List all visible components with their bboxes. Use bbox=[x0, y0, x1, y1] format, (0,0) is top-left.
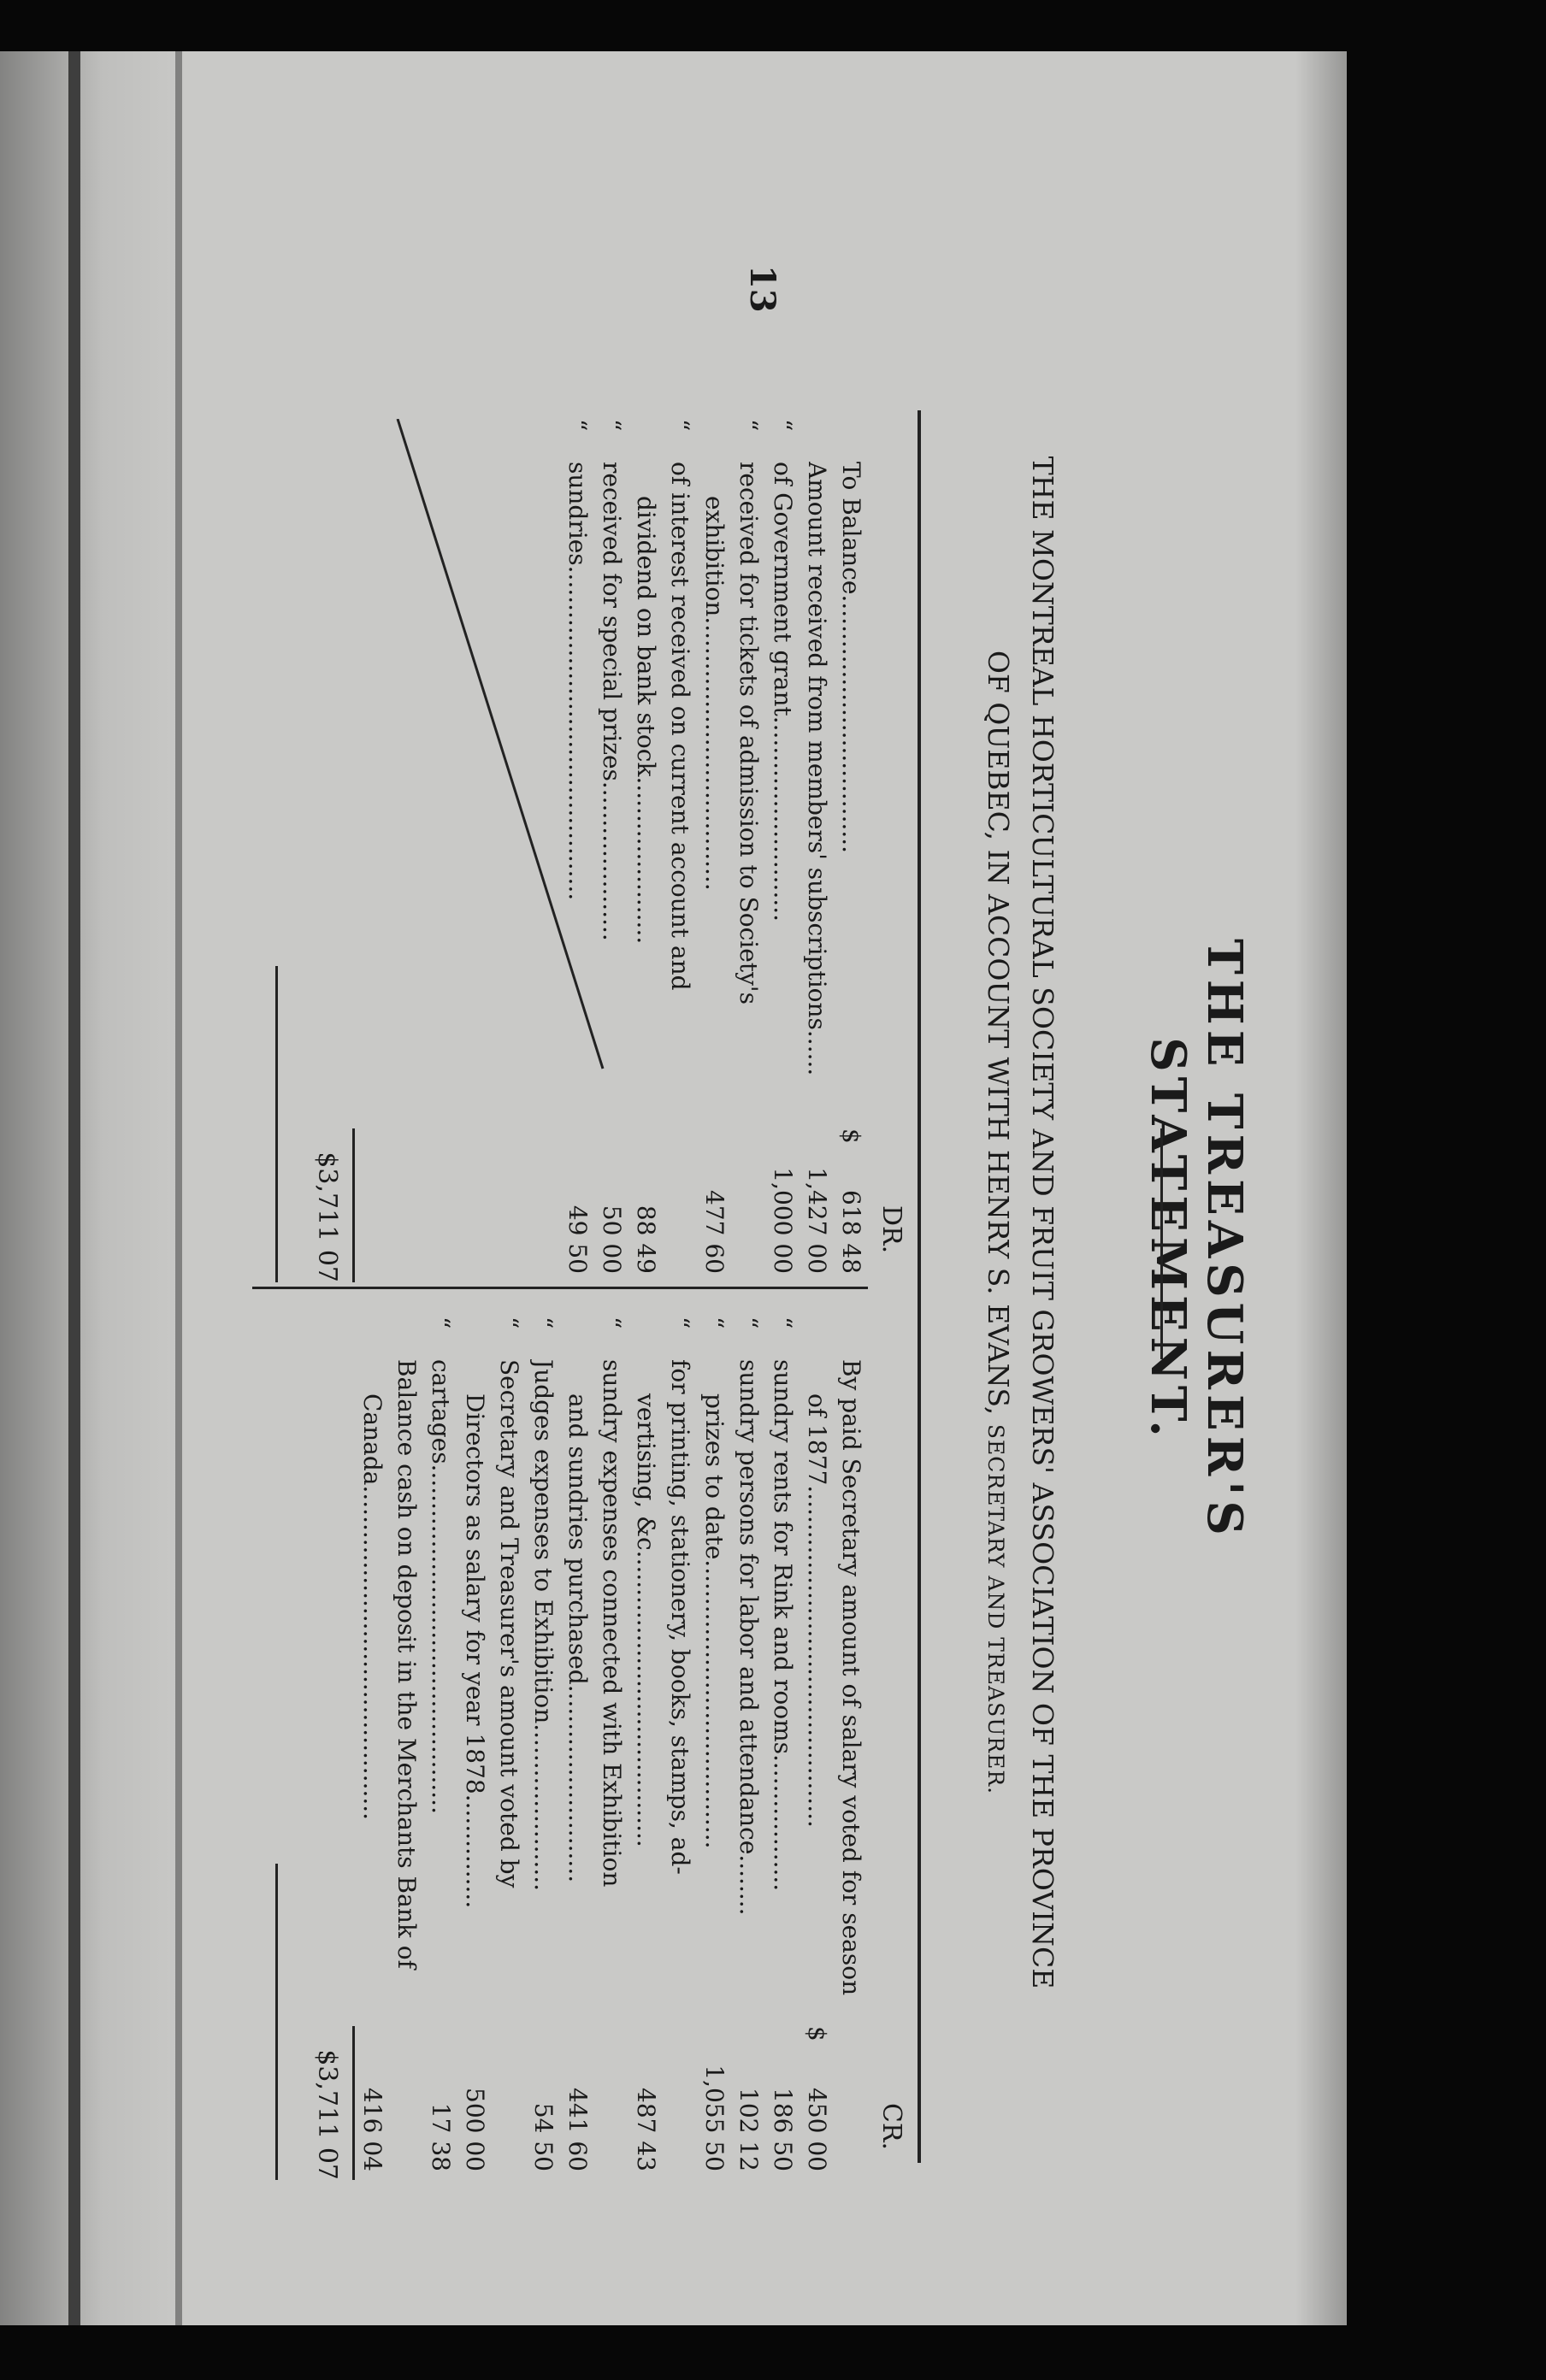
debit-row bbox=[731, 419, 765, 1274]
dollar-sign bbox=[697, 1128, 731, 1154]
entry-amount: 88 49 bbox=[632, 1205, 660, 1274]
ditto-mark: “ bbox=[735, 419, 763, 432]
entry-text: vertising, &c....................................... bbox=[632, 1393, 660, 1847]
entry-text: Balance cash on deposit in the Merchants Bank of bbox=[392, 1359, 421, 1969]
entry-text: Amount received from members' subscriptions...... bbox=[803, 462, 831, 1076]
entry-text: received for tickets of admission to Society's bbox=[735, 462, 763, 1004]
ditto-mark bbox=[834, 1317, 868, 1359]
entry-amount: 50 00 bbox=[598, 1205, 626, 1274]
credit-row bbox=[355, 1317, 389, 2171]
entry-amount: 1,055 50 bbox=[700, 2065, 729, 2171]
entry-text: Secretary and Treasurer's amount voted by bbox=[495, 1359, 523, 1888]
statement-title: THE TREASURER'S STATEMENT. bbox=[1140, 939, 1253, 1541]
dollar-sign: $ bbox=[837, 1128, 865, 1144]
credit-row bbox=[628, 1317, 663, 2171]
credit-column bbox=[355, 1317, 868, 2171]
entry-text: By paid Secretary amount of salary voted for season bbox=[837, 1359, 865, 1996]
entry-amount: 450 00 bbox=[803, 2088, 831, 2171]
debit-row bbox=[697, 419, 731, 1274]
title-rule bbox=[1160, 1128, 1163, 1359]
ditto-mark bbox=[389, 1317, 423, 1359]
entry-text: for printing, stationery, books, stamps, ad- bbox=[666, 1359, 694, 1875]
entry-text: of Government grant........................... bbox=[769, 462, 797, 922]
entry-amount: 1,427 00 bbox=[803, 1167, 831, 1274]
heading-line-2-main: OF QUEBEC, IN ACCOUNT WITH HENRY S. EVANS, bbox=[982, 650, 1015, 1416]
entry-text: sundry persons for labor and attendance........ bbox=[735, 1359, 763, 1916]
ditto-mark bbox=[628, 419, 663, 462]
debit-row bbox=[834, 419, 868, 1274]
entry-text: sundries............................................ bbox=[564, 462, 592, 901]
ditto-mark: “ bbox=[769, 419, 797, 432]
dollar-sign bbox=[628, 1128, 663, 1154]
credit-row bbox=[526, 1317, 560, 2171]
dollar-sign bbox=[526, 2026, 560, 2052]
ditto-mark: “ bbox=[529, 1317, 558, 1329]
ditto-mark: “ bbox=[598, 419, 626, 432]
ditto-mark: “ bbox=[666, 419, 694, 432]
dollar-sign bbox=[355, 2026, 389, 2052]
debit-row bbox=[663, 419, 697, 1274]
entry-text: received for special prizes..................... bbox=[598, 462, 626, 941]
ditto-mark bbox=[628, 1317, 663, 1359]
entry-amount: 102 12 bbox=[735, 2088, 763, 2171]
entry-text: Canada............................................ bbox=[358, 1393, 386, 1821]
dollar-sign bbox=[765, 1128, 800, 1154]
entry-text: exhibition.................................... bbox=[700, 496, 729, 891]
ditto-mark: “ bbox=[769, 1317, 797, 1329]
entry-amount: 500 00 bbox=[461, 2088, 489, 2171]
dollar-sign bbox=[800, 1128, 834, 1154]
credit-total: $3,711 07 bbox=[312, 2049, 342, 2180]
credit-row bbox=[389, 1317, 423, 2171]
entry-text: Directors as salary for year 1878............... bbox=[461, 1393, 489, 1909]
column-divider bbox=[252, 1287, 868, 1289]
ditto-mark: “ bbox=[666, 1317, 694, 1329]
debit-row bbox=[765, 419, 800, 1274]
ditto-mark bbox=[697, 419, 731, 462]
entry-amount: 441 60 bbox=[564, 2088, 592, 2171]
entry-amount: 477 60 bbox=[700, 1190, 729, 1274]
entry-amount: 54 50 bbox=[529, 2102, 558, 2171]
ditto-mark: “ bbox=[427, 1317, 455, 1329]
entry-text: of interest received on current account and bbox=[666, 462, 694, 991]
dollar-sign bbox=[457, 2026, 492, 2052]
entry-amount bbox=[731, 1154, 765, 1274]
page-number: 13 bbox=[742, 265, 782, 313]
dollar-sign bbox=[663, 2026, 697, 2052]
dollar-sign bbox=[492, 2026, 526, 2052]
debit-row bbox=[800, 419, 834, 1274]
dollar-sign bbox=[594, 1128, 628, 1154]
ditto-mark bbox=[800, 1317, 834, 1359]
dollar-sign bbox=[663, 1128, 697, 1154]
debit-total-rule bbox=[352, 1128, 355, 1282]
dollar-sign bbox=[697, 2026, 731, 2052]
entry-text: Judges expenses to Exhibition...................... bbox=[529, 1359, 558, 1892]
heading-line-1: THE MONTREAL HORTICULTURAL SOCIETY AND FRUIT GROWERS' ASSOCIATION OF THE PROVINCE bbox=[1026, 456, 1059, 1989]
cancel-line bbox=[389, 419, 611, 1086]
credit-row bbox=[663, 1317, 697, 2171]
credit-total-rule bbox=[352, 2026, 355, 2180]
entry-text: prizes to date...................................... bbox=[700, 1393, 729, 1849]
entry-amount bbox=[663, 1154, 697, 1274]
account-heading bbox=[973, 368, 1065, 2077]
dollar-sign bbox=[834, 2026, 868, 2052]
entry-amount: 17 38 bbox=[427, 2102, 455, 2171]
ditto-mark: “ bbox=[735, 1317, 763, 1329]
heading-line-2 bbox=[973, 368, 1020, 2077]
entry-amount bbox=[492, 2052, 526, 2171]
credit-row bbox=[800, 1317, 834, 2171]
debit-label: DR. bbox=[876, 1205, 906, 1254]
credit-row bbox=[560, 1317, 594, 2171]
entry-text: and sundries purchased.......................... bbox=[564, 1393, 592, 1883]
rotated-page bbox=[158, 197, 1270, 2283]
credit-row bbox=[492, 1317, 526, 2171]
credit-row bbox=[457, 1317, 492, 2171]
entry-text: To Balance.................................. bbox=[837, 462, 865, 854]
entry-amount: 1,000 00 bbox=[769, 1167, 797, 1274]
ditto-mark bbox=[355, 1317, 389, 1359]
dollar-sign bbox=[423, 2026, 457, 2052]
debit-bottom-rule bbox=[275, 966, 278, 1282]
credit-label: CR. bbox=[876, 2103, 906, 2151]
ditto-mark: “ bbox=[598, 1317, 626, 1329]
entry-amount: 618 48 bbox=[837, 1190, 865, 1274]
dollar-sign bbox=[594, 2026, 628, 2052]
entry-amount bbox=[834, 2052, 868, 2171]
dollar-sign bbox=[560, 2026, 594, 2052]
dollar-sign bbox=[560, 1128, 594, 1154]
ditto-mark bbox=[560, 1317, 594, 1359]
dollar-sign bbox=[389, 2026, 423, 2052]
scanned-sheet bbox=[0, 51, 1347, 2325]
entry-text: dividend on bank stock...................... bbox=[632, 496, 660, 945]
ditto-mark: “ bbox=[495, 1317, 523, 1329]
ditto-mark bbox=[800, 419, 834, 462]
entry-amount bbox=[594, 2052, 628, 2171]
debit-row bbox=[628, 419, 663, 1274]
ditto-mark: “ bbox=[564, 419, 592, 432]
table-top-rule bbox=[918, 410, 921, 2163]
entry-amount bbox=[663, 2052, 697, 2171]
heading-line-2-title: SECRETARY AND TREASURER. bbox=[983, 1423, 1008, 1795]
entry-text: of 1877............................................. bbox=[803, 1393, 831, 1828]
entry-amount: 487 43 bbox=[632, 2088, 660, 2171]
credit-row bbox=[594, 1317, 628, 2171]
dollar-sign bbox=[731, 2026, 765, 2052]
entry-text: sundry expenses connected with Exhibition bbox=[598, 1359, 626, 1888]
entry-text: sundry rents for Rink and rooms.................. bbox=[769, 1359, 797, 1892]
entry-amount bbox=[389, 2052, 423, 2171]
credit-row bbox=[834, 1317, 868, 2171]
debit-total: $3,711 07 bbox=[312, 1152, 342, 1282]
ditto-mark: “ bbox=[700, 1317, 729, 1329]
dollar-sign bbox=[765, 2026, 800, 2052]
entry-amount: 186 50 bbox=[769, 2088, 797, 2171]
ditto-mark bbox=[457, 1317, 492, 1359]
credit-row bbox=[731, 1317, 765, 2171]
entry-amount: 49 50 bbox=[564, 1205, 592, 1274]
credit-bottom-rule bbox=[275, 1864, 278, 2180]
dollar-sign bbox=[628, 2026, 663, 2052]
entry-amount: 416 04 bbox=[358, 2088, 386, 2171]
dollar-sign: $ bbox=[803, 2026, 831, 2041]
dollar-sign bbox=[731, 1128, 765, 1154]
credit-row bbox=[423, 1317, 457, 2171]
ditto-mark bbox=[834, 419, 868, 462]
binding-shadow bbox=[68, 51, 80, 2325]
entry-text: cartages.............................................. bbox=[427, 1359, 455, 1814]
credit-row bbox=[697, 1317, 731, 2171]
credit-row bbox=[765, 1317, 800, 2171]
